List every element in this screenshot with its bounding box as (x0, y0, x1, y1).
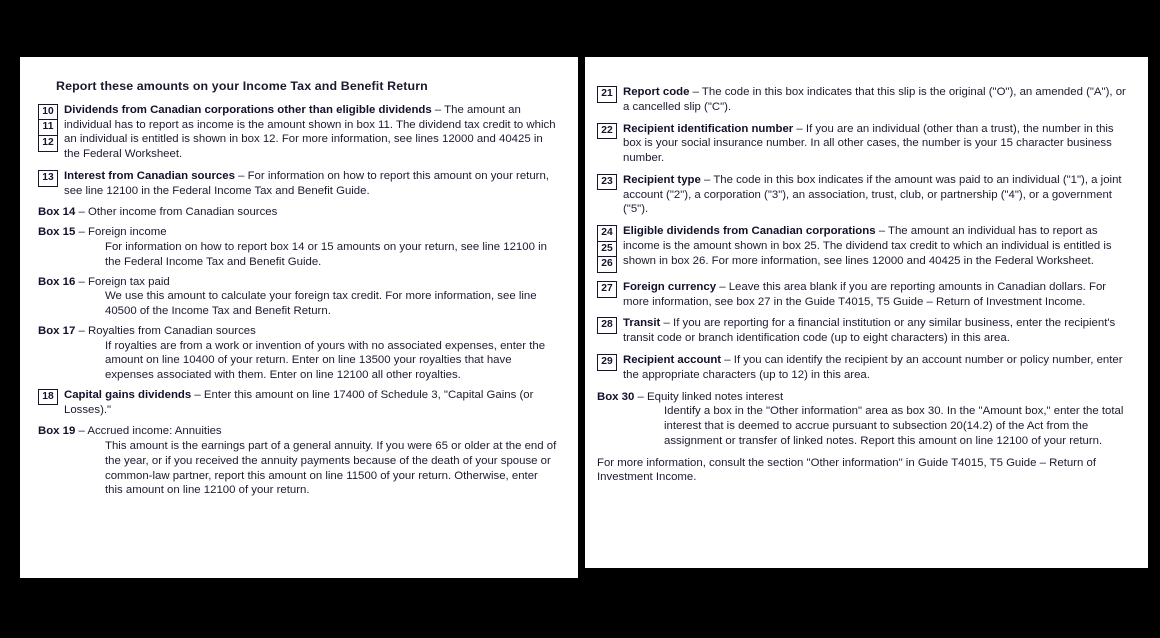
entry-text: Interest from Canadian sources – For information on how to report this amount on your return, see line 12100 in the Federal Income Tax and Benefit Guide. (64, 169, 549, 197)
box-instruction-entry (597, 122, 1134, 166)
box-label: Box 14 (38, 206, 76, 219)
left-instructions-panel (20, 57, 578, 578)
box-number: 23 (601, 175, 613, 187)
box-label-line: Box 17 – Royalties from Canadian sources (38, 324, 256, 337)
box-number: 21 (601, 88, 613, 99)
box-body-text: We use this amount to calculate your foreign tax credit. For more information, see line 40500 of the Income Tax and Benefit Return. (105, 290, 537, 318)
box-body-text: Identify a box in the "Other information" area as box 30. In the "Amount box," enter the total interest that is deemed to accrue pursuant to subsection 20(14.2) of the Act from the assignment or transfer of linked notes. Report this amount on line 12100 of your return. (664, 405, 1124, 447)
box-label-entry (38, 275, 558, 319)
box-number-glyph (38, 170, 58, 187)
box-number-glyph (597, 174, 617, 191)
box-label-line: Box 15 – Foreign income (38, 226, 167, 239)
entry-heading: Recipient type (623, 173, 701, 186)
entry-text: Dividends from Canadian corporations other than eligible dividends – The amount an individual has to report as income is the amount shown in box 11. The dividend tax credit to which an individual is entitled is shown in box 12. For more information, see lines 12000 and 40425 in the Federal Worksheet. (64, 103, 556, 161)
left-entry-list (38, 103, 558, 498)
page-title: Report these amounts on your Income Tax and Benefit Return (56, 79, 428, 93)
box-body-text: If royalties are from a work or invention of yours with no associated expenses, enter the amount on line 10400 of your return. Enter on line 13500 your royalties that have expenses associated with them. Enter on line 12100 all other royalties. (105, 339, 546, 382)
box-label-entry (38, 424, 558, 498)
entry-heading: Recipient identification number (623, 122, 794, 135)
entry-text: Eligible dividends from Canadian corporations – The amount an individual has to report as income is the amount shown in box 25. The dividend tax credit to which an individual is entitled is shown in box 26. For more information, see lines 12000 and 40425 in the Federal Worksheet. (623, 225, 1112, 267)
box-number-glyph (38, 104, 58, 152)
box-number-glyph (597, 123, 617, 140)
entry-heading: Recipient account (623, 353, 722, 366)
box-instruction-entry (38, 388, 558, 418)
entry-text: Recipient identification number – If you are an individual (other than a trust), the number in this box is your social insurance number. In all other cases, the number is your 15 character business number. (623, 122, 1114, 165)
right-entry-list (597, 85, 1134, 449)
box-instruction-entry (597, 85, 1134, 115)
box-label-line: Box 16 – Foreign tax paid (38, 275, 170, 288)
entry-heading: Capital gains dividends (64, 388, 192, 401)
box-label-line: Box 19 – Accrued income: Annuities (38, 425, 222, 438)
box-number: 26 (598, 256, 616, 272)
box-number-glyph (597, 86, 617, 103)
box-label-line: Box 14 – Other income from Canadian sources (38, 206, 278, 219)
box-label: Box 16 (38, 275, 76, 288)
entry-heading: Transit (623, 317, 661, 330)
box-label-entry (38, 225, 558, 269)
box-instruction-entry (597, 173, 1134, 217)
box-instruction-entry (597, 280, 1134, 310)
box-number: 29 (601, 355, 613, 367)
box-number: 24 (601, 227, 613, 239)
box-number-glyph (597, 317, 617, 334)
box-instruction-entry (38, 103, 558, 162)
entry-text: Capital gains dividends – Enter this amount on line 17400 of Schedule 3, "Capital Gains (or Losses)." (64, 388, 534, 416)
box-number: 27 (601, 282, 613, 294)
box-label: Box 19 (38, 425, 76, 438)
entry-heading: Eligible dividends from Canadian corporations (623, 225, 876, 238)
box-instruction-entry (597, 353, 1134, 383)
box-number: 28 (601, 319, 613, 331)
box-number: 11 (39, 119, 57, 135)
box-instruction-entry (597, 316, 1134, 346)
entry-text: Recipient account – If you can identify the recipient by an account number or policy number, enter the appropriate characters (up to 12) in this area. (623, 353, 1123, 381)
entry-text: Report code – The code in this box indicates that this slip is the original ("O"), an amended ("A"), or a cancelled slip ("C"). (623, 86, 1126, 113)
box-number: 13 (42, 171, 54, 183)
box-label-entry (38, 324, 558, 383)
box-number: 22 (601, 124, 613, 136)
box-number-glyph (38, 389, 58, 406)
entry-heading: Dividends from Canadian corporations other than eligible dividends (64, 103, 432, 116)
closing-note: For more information, consult the section "Other information" in Guide T4015, T5 Guide – Return of Investment Income. (597, 456, 1096, 484)
box-body-text: This amount is the earnings part of a general annuity. If you were 65 or older at the end of the year, or if you received the annuity payments because of the death of your spouse or common-law partner, report this amount on line 11500 of your return. Otherwise, enter this amount on line 12100 of your return. (105, 440, 557, 497)
box-label-entry (38, 205, 558, 220)
box-label-entry (597, 390, 1134, 449)
entry-heading: Foreign currency (623, 280, 717, 293)
box-number-glyph (597, 354, 617, 371)
box-body-text: For information on how to report box 14 or 15 amounts on your return, see line 12100 in the Federal Income Tax and Benefit Guide. (105, 241, 547, 268)
right-instructions-panel (585, 57, 1148, 568)
entry-text: Transit – If you are reporting for a financial institution or any similar business, enter the recipient's transit code or branch identification code (up to eight characters) in this area. (623, 317, 1116, 345)
box-number-glyph (597, 225, 617, 273)
box-instruction-entry (38, 169, 558, 199)
entry-text: Foreign currency – Leave this area blank if you are reporting amounts in Canadian dollars. For more information, see box 27 in the Guide T4015, T5 Guide – Return of Investment Income. (623, 280, 1107, 308)
entry-heading: Report code (623, 86, 690, 98)
entry-heading: Interest from Canadian sources (64, 169, 235, 182)
box-label: Box 17 (38, 324, 76, 337)
box-number: 10 (42, 105, 54, 117)
box-number: 12 (39, 135, 57, 151)
box-label: Box 15 (38, 226, 76, 239)
box-number: 25 (598, 241, 616, 257)
box-number: 18 (42, 390, 54, 402)
entry-text: Recipient type – The code in this box indicates if the amount was paid to an individual ("1"), a joint account ("2"), a corporation ("3"), an association, trust, club, or partnership ("4"), or a government ("5"). (623, 173, 1122, 216)
box-label: Box 30 (597, 390, 635, 403)
box-label-line: Box 30 – Equity linked notes interest (597, 390, 784, 403)
box-number-glyph (597, 281, 617, 298)
box-instruction-entry (597, 224, 1134, 273)
